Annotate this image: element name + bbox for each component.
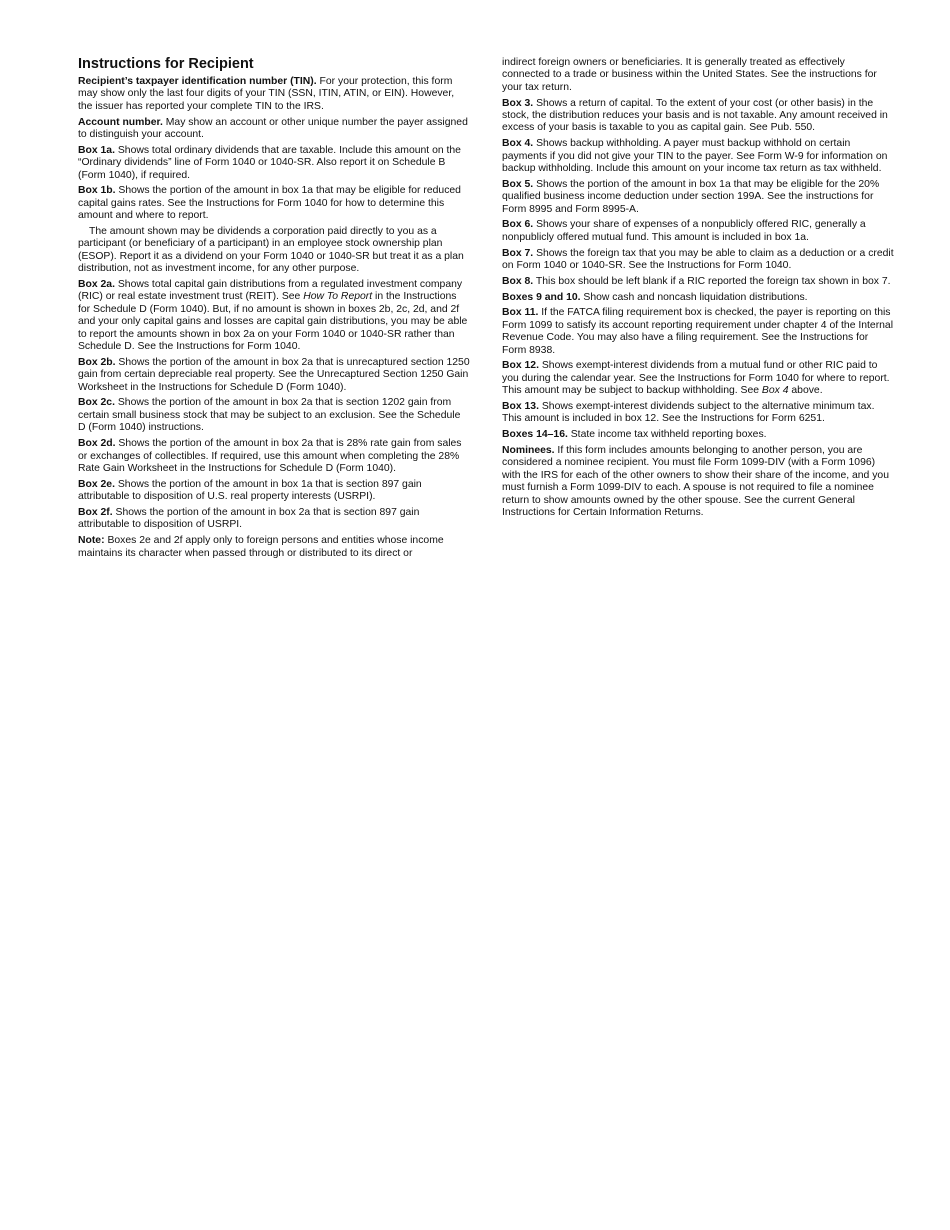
paragraph-text: Shows the portion of the amount in box 2a that is unrecaptured section 1250 gain from certain depreciable real property. See the Unrecaptured Section 1250 Gain Worksheet in the Instructions for Schedule D (Form 1040). bbox=[78, 356, 470, 393]
paragraph-box-13 bbox=[502, 401, 894, 426]
paragraph-text: in the Instructions for Schedule D (Form 1040). But, if no amount is shown in boxes 2b, 2c, 2d, and 2f and your only capital gains and losses are capital gain distributions, you may be able to report the amounts shown in box 2a on your Form 1040 or 1040-SR rather than Schedule D. See the Instructions for Form 1040. bbox=[78, 291, 468, 353]
paragraph-box-12 bbox=[502, 360, 894, 397]
paragraph-boxes-9-10 bbox=[502, 292, 894, 304]
paragraph-text: For your protection, this form may show only the last four digits of your TIN (SSN, ITIN, ATIN, or EIN). However, the issuer has reported your complete TIN to the IRS. bbox=[78, 76, 455, 112]
paragraph-lead: Box 7. bbox=[502, 247, 534, 259]
left-column bbox=[78, 56, 470, 563]
page-title: Instructions for Recipient bbox=[78, 56, 254, 72]
paragraph-lead: Box 2a. bbox=[78, 279, 115, 291]
paragraph-text: Shows exempt-interest dividends from a mutual fund or other RIC paid to you during the calendar year. See the Instructions for Form 1040 for where to report. This amount may be subject to backup withholding. See bbox=[502, 360, 890, 397]
paragraph-text: This box should be left blank if a RIC reported the foreign tax shown in box 7. bbox=[533, 275, 891, 287]
paragraph-italic: Box 4 bbox=[761, 385, 789, 397]
paragraph-lead: Box 1b. bbox=[78, 185, 116, 197]
paragraph-text: Shows your share of expenses of a nonpublicly offered RIC, generally a nonpublicly offered mutual fund. This amount is included in box 1a. bbox=[502, 219, 866, 243]
paragraph-esop bbox=[78, 226, 470, 276]
paragraph-note-continued bbox=[502, 57, 894, 94]
paragraph-lead: Box 13. bbox=[502, 401, 539, 413]
paragraph-box-2a bbox=[78, 279, 470, 353]
paragraph-text: Shows backup withholding. A payer must backup withhold on certain payments if you did not give your TIN to the payer. See Form W-9 for information on backup withholding. Include this amount on your income tax return as tax withheld. bbox=[502, 138, 888, 175]
paragraph-text: If this form includes amounts belonging to another person, you are considered a nominee recipient. You must file Form 1099-DIV (with a Form 1096) with the IRS for each of the other owners to show their share of the income, and you must furnish a Form 1099-DIV to each. A spouse is not required to file a nominee return to show amounts owned by the other spouse. See the current General Instructions for Certain Information Returns. bbox=[502, 445, 889, 519]
paragraph-lead: Box 6. bbox=[502, 219, 534, 231]
paragraph-lead: Recipient’s taxpayer identification number (TIN). bbox=[78, 76, 317, 87]
paragraph-text: Shows the portion of the amount in box 2a that is 28% rate gain from sales or exchanges of collectibles. If required, use this amount when completing the 28% Rate Gain Worksheet in the Instructions for Schedule D (Form 1040). bbox=[78, 438, 462, 474]
paragraph-lead: Note: bbox=[78, 535, 105, 547]
paragraph-nominees bbox=[502, 445, 894, 519]
paragraph-lead: Box 4. bbox=[502, 138, 534, 150]
paragraph-text: Shows the portion of the amount in box 1a that may be eligible for reduced capital gains rates. See the Instructions for Form 1040 for how to determine this amount and where to report. bbox=[78, 185, 461, 222]
paragraph-box-6 bbox=[502, 219, 894, 244]
paragraph-lead: Box 1a. bbox=[78, 144, 115, 156]
paragraph-text: The amount shown may be dividends a corporation paid directly to you as a participant (or beneficiary of a participant) in an employee stock ownership plan (ESOP). Report it as a dividend on your Form 1040 or 1040-SR but treat it as a plan distribution, not as investment income, for any other purpose. bbox=[78, 226, 464, 275]
paragraph-lead: Box 2c. bbox=[78, 397, 115, 409]
paragraph-lead: Box 2b. bbox=[78, 356, 116, 368]
paragraph-text: State income tax withheld reporting boxes. bbox=[567, 429, 767, 441]
paragraph-text: Shows a return of capital. To the extent of your cost (or other basis) in the stock, the distribution reduces your basis and is not taxable. Any amount received in excess of your basis is taxable to you as capital gain. See Pub. 550. bbox=[502, 97, 888, 134]
paragraph-lead: Box 5. bbox=[502, 178, 534, 190]
paragraph-text: May show an account or other unique number the payer assigned to distinguish your account. bbox=[78, 116, 468, 141]
paragraph-lead: Account number. bbox=[78, 116, 163, 128]
paragraph-box-1a bbox=[78, 145, 470, 182]
paragraph-box-2e bbox=[78, 479, 470, 504]
paragraph-box-2b bbox=[78, 357, 470, 394]
paragraph-box-11 bbox=[502, 307, 894, 357]
paragraph-box-8 bbox=[502, 276, 894, 288]
paragraph-box-2f bbox=[78, 507, 470, 532]
paragraph-text: If the FATCA filing requirement box is checked, the payer is reporting on this Form 1099 to satisfy its account reporting requirement under chapter 4 of the Internal Revenue Code. You may also have a filing requirement. See the Instructions for Form 8938. bbox=[502, 307, 894, 356]
paragraph-text: Shows the portion of the amount in box 2a that is section 1202 gain from certain small business stock that may be subject to an exclusion. See the Schedule D (Form 1040) instructions. bbox=[78, 397, 461, 434]
right-column bbox=[502, 57, 894, 523]
paragraph-lead: Boxes 9 and 10. bbox=[502, 291, 581, 303]
paragraph-text: Shows total capital gain distributions from a regulated investment company (RIC) or real estate investment trust (REIT). See bbox=[78, 279, 463, 303]
paragraph-note bbox=[78, 535, 470, 560]
paragraph-text: indirect foreign owners or beneficiaries. It is generally treated as effectively connected to a trade or business within the United States. See the instructions for your tax return. bbox=[502, 57, 877, 93]
paragraph-text: Shows exempt-interest dividends subject to the alternative minimum tax. This amount is included in box 12. See the Instructions for Form 6251. bbox=[502, 401, 875, 425]
paragraph-lead: Box 2f. bbox=[78, 506, 113, 518]
paragraph-italic: How To Report bbox=[303, 291, 373, 303]
paragraph-text: Shows the portion of the amount in box 1a that is section 897 gain attributable to disposition of U.S. real property interests (USRPI). bbox=[78, 478, 422, 503]
paragraph-text: Shows total ordinary dividends that are taxable. Include this amount on the “Ordinary dividends” line of Form 1040 or 1040-SR. Also report it on Schedule B (Form 1040), if required. bbox=[78, 144, 461, 181]
paragraph-lead: Box 2e. bbox=[78, 478, 115, 490]
paragraph-box-4 bbox=[502, 138, 894, 175]
paragraph-box-1b bbox=[78, 185, 470, 222]
paragraph-boxes-14-16 bbox=[502, 429, 894, 441]
paragraph-text: Shows the foreign tax that you may be able to claim as a deduction or a credit on Form 1040 or 1040-SR. See the Instructions for Form 1040. bbox=[502, 247, 894, 272]
paragraph-lead: Boxes 14–16. bbox=[502, 429, 568, 441]
paragraph-text: Boxes 2e and 2f apply only to foreign persons and entities whose income maintains its character when passed through or distributed to its direct or bbox=[78, 535, 444, 559]
paragraph-text: Shows the portion of the amount in box 1a that may be eligible for the 20% qualified business income deduction under section 199A. See the instructions for Form 8995 and Form 8995-A. bbox=[502, 178, 880, 215]
paragraph-box-2c bbox=[78, 397, 470, 434]
paragraph-tin bbox=[78, 76, 470, 113]
paragraph-box-7 bbox=[502, 248, 894, 273]
paragraph-box-3 bbox=[502, 98, 894, 135]
paragraph-lead: Box 2d. bbox=[78, 438, 116, 450]
paragraph-text: Show cash and noncash liquidation distributions. bbox=[580, 291, 808, 303]
paragraph-box-2d bbox=[78, 438, 470, 475]
paragraph-lead: Box 8. bbox=[502, 275, 534, 287]
paragraph-lead: Box 12. bbox=[502, 360, 539, 372]
paragraph-account-number bbox=[78, 117, 470, 142]
paragraph-lead: Nominees. bbox=[502, 445, 555, 457]
paragraph-box-5 bbox=[502, 179, 894, 216]
paragraph-text: Shows the portion of the amount in box 2a that is section 897 gain attributable to disposition of USRPI. bbox=[78, 506, 420, 531]
paragraph-lead: Box 11. bbox=[502, 307, 539, 319]
paragraph-text: above. bbox=[788, 385, 823, 397]
paragraph-lead: Box 3. bbox=[502, 97, 534, 109]
